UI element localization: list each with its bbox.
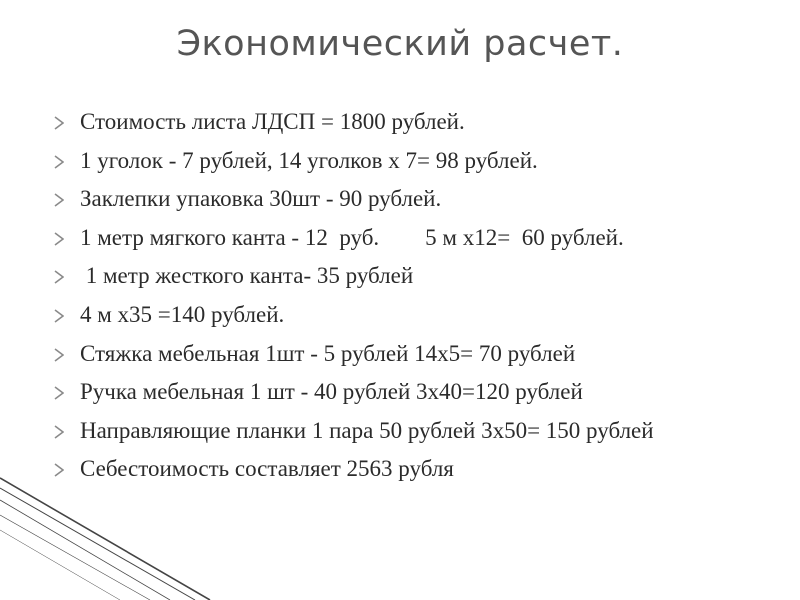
hollow-triangle-bullet-icon [54, 425, 64, 439]
hollow-triangle-bullet-icon [54, 116, 64, 130]
bullet-item [54, 378, 774, 405]
bullet-item [54, 340, 774, 367]
hollow-triangle-bullet-icon [54, 232, 64, 246]
bullet-text: 1 метр мягкого канта - 12 руб. 5 м х12= 60 рублей. [80, 224, 624, 250]
bullet-text: Направляющие планки 1 пара 50 рублей 3х50= 150 рублей [80, 417, 654, 443]
hollow-triangle-bullet-icon [54, 309, 64, 323]
bullet-text: Себестоимость составляет 2563 рубля [80, 456, 454, 482]
bullet-item [54, 108, 774, 135]
bullet-text: Стоимость листа ЛДСП = 1800 рублей. [80, 109, 465, 134]
hollow-triangle-bullet-icon [54, 386, 64, 400]
hollow-triangle-bullet-icon [54, 155, 64, 169]
bullet-item [54, 417, 774, 444]
bullet-item [54, 301, 774, 328]
bullet-text: Ручка мебельная 1 шт - 40 рублей 3х40=120 рублей [80, 379, 583, 405]
bullet-item [54, 185, 774, 212]
bullet-list [54, 108, 774, 494]
bullet-text: 1 уголок - 7 рублей, 14 уголков х 7= 98 рублей. [80, 147, 538, 173]
slide-title: Экономический расчет. [176, 24, 624, 64]
hollow-triangle-bullet-icon [54, 463, 64, 477]
bullet-text: 4 м х35 =140 рублей. [80, 301, 285, 327]
bullet-item [54, 455, 774, 482]
bullet-text: 1 метр жесткого канта- 35 рублей [80, 263, 414, 289]
bullet-text: Стяжка мебельная 1шт - 5 рублей 14х5= 70 рублей [80, 340, 576, 366]
bullet-item [54, 147, 774, 174]
hollow-triangle-bullet-icon [54, 193, 64, 207]
bullet-item [54, 224, 774, 251]
bullet-text: Заклепки упаковка 30шт - 90 рублей. [80, 186, 442, 212]
hollow-triangle-bullet-icon [54, 348, 64, 362]
hollow-triangle-bullet-icon [54, 270, 64, 284]
bullet-item [54, 262, 774, 289]
